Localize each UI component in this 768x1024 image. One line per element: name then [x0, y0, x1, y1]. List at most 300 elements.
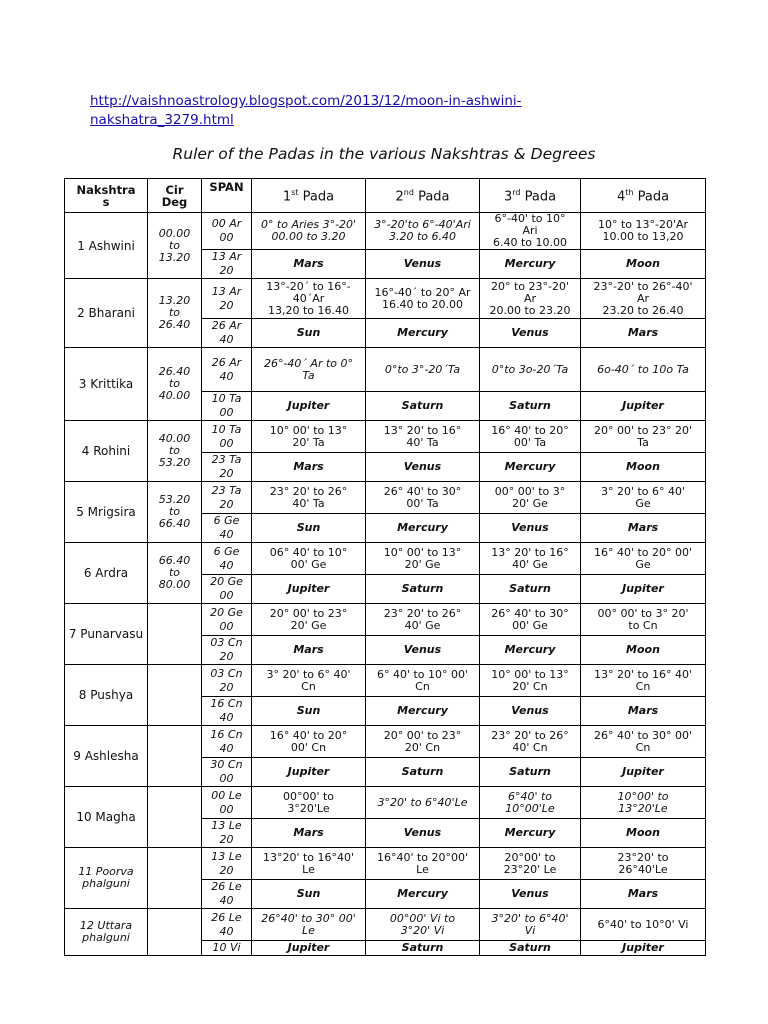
degree-line: 23° 20' to 26° [491, 728, 569, 742]
degree-line: 26°-40´ Ar to 0° [263, 356, 354, 370]
cir-line: to [168, 444, 181, 457]
pada-3-degrees [480, 848, 581, 880]
degree-line: 13°-20´ to 16°- [266, 279, 351, 293]
span-start-line: 40 [219, 924, 234, 938]
degree-line: 6°40' to 10°0' Vi [597, 917, 689, 931]
degree-line: 13° 20' to 16° [491, 545, 569, 559]
span-end-line: 13 Le [211, 819, 242, 832]
degree-line: 3°-20'to 6°-40'Ari [374, 218, 471, 231]
degree-line: 26°40'Le [618, 862, 668, 876]
degree-line: 20' Ta [292, 435, 325, 449]
pada-1-lord: Jupiter [252, 575, 366, 604]
span-end-line: 40 [219, 333, 234, 346]
pada-4-lord: Moon [581, 636, 706, 665]
span-start-line: 20 Ge [210, 605, 243, 619]
degree-line: 23°20' to [617, 850, 669, 864]
nakshatra-name: 4 Rohini [65, 421, 148, 482]
header-span: SPAN [202, 179, 252, 213]
pada-2-lord: Mercury [366, 697, 480, 726]
pada-3-lord: Venus [480, 514, 581, 543]
span-start [202, 604, 252, 636]
source-link-line2[interactable]: nakshatra_3279.html [90, 112, 234, 128]
table-row [65, 543, 706, 575]
degree-line: 13,20 to 16.40 [267, 303, 350, 317]
degree-line: 20' Cn [512, 679, 548, 693]
span-end-line: 40 [219, 894, 234, 907]
span-start-line: 20 [219, 863, 234, 877]
pada-3-degrees [480, 909, 581, 941]
pada-1-lord: Jupiter [252, 941, 366, 956]
degree-line: 6.40 to 10.00 [492, 236, 568, 249]
pada-4-degrees [581, 279, 706, 319]
pada-4-degrees [581, 665, 706, 697]
span-end [202, 319, 252, 348]
pada-3-degrees [480, 604, 581, 636]
circle-degree [148, 665, 202, 726]
page-title: Ruler of the Padas in the various Nakshtras & Degrees [172, 145, 596, 163]
degree-line: 16° 40' to 20° 00' [593, 545, 693, 559]
degree-line: 6° 40' to 10° 00' [376, 667, 469, 681]
span-start-line: 00 Ar [211, 217, 242, 230]
degree-line: 40' Ta [292, 496, 325, 510]
pada-2-lord: Mercury [366, 880, 480, 909]
header-row [65, 179, 706, 213]
span-end-line: 03 Cn [210, 636, 243, 649]
cir-line: 66.40 [158, 554, 191, 567]
pada-4-degrees [581, 543, 706, 575]
pada-1-degrees [252, 787, 366, 819]
pada-4-lord: Mars [581, 514, 706, 543]
span-start-line: 00 [219, 802, 234, 816]
degree-line: 10.00 to 13,20 [602, 230, 684, 243]
degree-line: 3° 20' to 6° 40' [266, 667, 351, 681]
span-start-line: 00 [219, 436, 234, 450]
pada-3-degrees [480, 482, 581, 514]
degree-line: 16.40 to 20.00 [381, 297, 464, 311]
span-end-line: 26 Le [211, 880, 242, 893]
pada1-word: Pada [302, 189, 335, 205]
span-start [202, 848, 252, 880]
pada-1-degrees [252, 848, 366, 880]
span-start-line: 13 Ar [211, 284, 242, 298]
span-start-line: 40 [219, 369, 234, 383]
pada-2-degrees [366, 665, 480, 697]
degree-line: 40' Cn [512, 740, 548, 754]
span-start-line: 20 [219, 298, 234, 312]
table-row [65, 909, 706, 941]
cir-line: 53.20 [158, 493, 191, 506]
pada-2-degrees [366, 421, 480, 453]
span-start-line: 13 Le [211, 849, 242, 863]
pada4-num: 4 [616, 189, 626, 205]
degree-line: 20° 00' to 23° 20' [593, 423, 693, 437]
degree-line: 00° 00' to 3° 20' [597, 606, 689, 620]
span-end-line: 00 [219, 589, 234, 602]
pada-3-lord: Mercury [480, 250, 581, 279]
span-end [202, 819, 252, 848]
pada-2-lord: Saturn [366, 575, 480, 604]
degree-line: 13° 20' to 16° [383, 423, 462, 437]
degree-line: 23°20' Le [503, 862, 557, 876]
pada-3-lord: Mercury [480, 636, 581, 665]
span-start-line: 20 [219, 680, 234, 694]
pada-4-degrees [581, 726, 706, 758]
table-row [65, 421, 706, 453]
pada-4-lord: Jupiter [581, 575, 706, 604]
pada-3-lord: Saturn [480, 575, 581, 604]
pada4-sup: th [625, 188, 634, 198]
span-end-line: 6 Ge [213, 514, 240, 527]
pada-3-lord: Saturn [480, 758, 581, 787]
degree-line: 00° 00' to 3° [494, 484, 566, 498]
degree-line: 40' Ta [406, 435, 439, 449]
pada4-word: Pada [637, 189, 670, 205]
degree-line: Vi [524, 923, 536, 937]
pada-2-lord: Venus [366, 636, 480, 665]
degree-line: Cn [635, 740, 651, 754]
degree-line: 6o-40´ to 10o Ta [597, 362, 689, 376]
pada-3-degrees [480, 787, 581, 819]
pada-1-degrees [252, 213, 366, 250]
degree-line: 13°20'Le [618, 801, 668, 815]
circle-degree [148, 543, 202, 604]
header-deg: Deg [161, 194, 188, 209]
pada-1-lord: Mars [252, 250, 366, 279]
pada2-sup: nd [403, 188, 414, 198]
pada-3-degrees [480, 421, 581, 453]
pada-1-degrees [252, 726, 366, 758]
degree-line: Le [302, 923, 315, 937]
degree-line: 16°40' to 20°00' [376, 850, 469, 864]
nakshatra-name: 6 Ardra [65, 543, 148, 604]
pada-1-lord: Sun [252, 697, 366, 726]
degree-line: 3°20' to 6°40'Le [377, 795, 468, 809]
pada-3-lord: Saturn [480, 941, 581, 956]
span-start [202, 726, 252, 758]
cir-line: to [168, 505, 181, 518]
span-end-line: 00 [219, 772, 234, 785]
span-start-line: 26 Ar [211, 355, 242, 369]
pada-2-lord: Saturn [366, 392, 480, 421]
pada-4-degrees [581, 348, 706, 392]
pada3-word: Pada [524, 189, 557, 205]
pada-2-degrees [366, 909, 480, 941]
pada-2-degrees [366, 543, 480, 575]
span-start [202, 543, 252, 575]
cir-line: to [168, 306, 181, 319]
pada-1-lord: Mars [252, 636, 366, 665]
degree-line: 0°to 3°-20´Ta [384, 362, 461, 376]
cir-line: 40.00 [158, 389, 191, 402]
degree-line: 16° 40' to 20° [269, 728, 348, 742]
pada-2-degrees [366, 348, 480, 392]
degree-line: Ari [522, 224, 538, 237]
pada-4-lord: Jupiter [581, 392, 706, 421]
degree-line: 26° 40' to 30° [491, 606, 569, 620]
span-start-line: 40 [219, 558, 234, 572]
table-body [65, 213, 706, 956]
circle-degree [148, 213, 202, 279]
degree-line: 0° to Aries 3°-20' [260, 218, 357, 231]
cir-line: 40.00 [158, 432, 191, 445]
pada-4-lord: Moon [581, 819, 706, 848]
degree-line: 10° 00' to 13° [491, 667, 569, 681]
cir-line: 13.20 [158, 250, 191, 264]
pada3-num: 3 [503, 189, 513, 205]
degree-line: 20° to 23°-20' [490, 279, 570, 293]
table-row [65, 213, 706, 250]
span-start-line: 6 Ge [213, 544, 240, 558]
pada-3-lord: Venus [480, 880, 581, 909]
degree-line: Cn [415, 679, 430, 693]
span-start [202, 909, 252, 941]
header-pada-1 [252, 179, 366, 213]
cir-line: 80.00 [158, 578, 191, 591]
span-end [202, 392, 252, 421]
circle-degree [148, 421, 202, 482]
degree-line: 3.20 to 6.40 [388, 230, 457, 243]
pada2-num: 2 [395, 189, 404, 205]
pada-4-degrees [581, 909, 706, 941]
cir-line: 53.20 [158, 456, 191, 469]
span-start [202, 348, 252, 392]
degree-line: 23°-20' to 26°-40' [593, 279, 693, 293]
degree-line: 20' Cn [404, 740, 441, 754]
degree-line: 06° 40' to 10° [269, 545, 348, 559]
cir-line: to [168, 566, 181, 579]
degree-line: Ta [302, 368, 315, 382]
span-end-line: 16 Cn [210, 697, 243, 710]
span-end-line: 20 [219, 833, 234, 846]
pada-1-degrees [252, 543, 366, 575]
degree-line: Le [302, 862, 315, 876]
degree-line: 3° 20' to 6° 40' [600, 484, 686, 498]
header-cir: Cir [165, 182, 184, 197]
pada-3-degrees [480, 279, 581, 319]
pada-1-lord: Jupiter [252, 758, 366, 787]
span-start-line: 00 [219, 619, 234, 633]
span-end-line: 20 [219, 650, 234, 663]
pada-4-lord: Jupiter [581, 941, 706, 956]
degree-line: 40' Ge [512, 557, 548, 571]
degree-line: 10° to 13°-20'Ar [597, 218, 689, 231]
span-start [202, 482, 252, 514]
span-start-line: 03 Cn [210, 666, 243, 680]
span-start-line: 00 Le [211, 788, 242, 802]
pada-3-lord: Venus [480, 697, 581, 726]
table-row [65, 848, 706, 880]
degree-line: 23° 20' to 26° [383, 606, 462, 620]
pada-2-degrees [366, 604, 480, 636]
pada-1-degrees [252, 348, 366, 392]
pada-3-degrees [480, 726, 581, 758]
degree-line: 6°-40' to 10° [494, 212, 566, 225]
pada-3-lord: Saturn [480, 392, 581, 421]
nakshatra-name: 7 Punarvasu [65, 604, 148, 665]
pada-2-lord: Venus [366, 250, 480, 279]
circle-degree [148, 482, 202, 543]
span-end [202, 250, 252, 279]
degree-line: 20° 00' to 23° [383, 728, 462, 742]
span-end [202, 575, 252, 604]
cir-line: 26.40 [158, 318, 191, 331]
header-cir-deg [148, 179, 202, 213]
span-end-line: 20 [219, 264, 234, 277]
span-start-line: 00 [219, 231, 234, 244]
degree-line: 20.00 to 23.20 [489, 303, 571, 317]
pada-1-degrees [252, 909, 366, 941]
nakshatra-name: 2 Bharani [65, 279, 148, 348]
degree-line: 40´Ar [292, 291, 325, 305]
pada-4-degrees [581, 848, 706, 880]
source-link[interactable] [90, 92, 570, 130]
pada-3-degrees [480, 665, 581, 697]
header-pada-3 [480, 179, 581, 213]
table-row [65, 665, 706, 697]
pada-2-lord: Saturn [366, 941, 480, 956]
pada-1-degrees [252, 665, 366, 697]
span-end [202, 514, 252, 543]
span-start [202, 213, 252, 250]
pada-2-degrees [366, 848, 480, 880]
span-start [202, 665, 252, 697]
cir-line: 26.40 [158, 365, 191, 378]
circle-degree [148, 787, 202, 848]
span-end [202, 636, 252, 665]
pada-1-lord: Mars [252, 453, 366, 482]
degree-line: Ar [523, 291, 537, 305]
span-start-line: 10 Ta [211, 422, 242, 436]
degree-line: 40' Ge [404, 618, 441, 632]
nakshatra-name: 9 Ashlesha [65, 726, 148, 787]
nakshatra-name: 3 Krittika [65, 348, 148, 421]
span-end-line: 10 Vi [212, 941, 241, 954]
header-nakshatra-line1: Nakshtra [76, 182, 136, 197]
pada-2-lord: Venus [366, 453, 480, 482]
nakshatra-name: 12 Uttara phalguni [65, 909, 148, 956]
degree-line: 00°00' Vi to [389, 911, 456, 925]
degree-line: 13° 20' to 16° 40' [593, 667, 693, 681]
span-end [202, 880, 252, 909]
degree-line: 23.20 to 26.40 [602, 303, 684, 317]
span-start-line: 26 Le [211, 910, 242, 924]
circle-degree [148, 279, 202, 348]
degree-line: 20' Ge [512, 496, 548, 510]
span-end-line: 20 [219, 467, 234, 480]
pada-4-lord: Moon [581, 453, 706, 482]
degree-line: to Cn [628, 618, 658, 632]
circle-degree [148, 604, 202, 665]
pada-2-degrees [366, 213, 480, 250]
nakshatra-name: 8 Pushya [65, 665, 148, 726]
cir-line: 66.40 [158, 517, 191, 530]
span-start-line: 16 Cn [210, 727, 243, 741]
pada-4-degrees [581, 604, 706, 636]
pada-1-lord: Sun [252, 319, 366, 348]
degree-line: 26°40' to 30° 00' [261, 911, 356, 925]
degree-line: 00°00' to [282, 789, 335, 803]
degree-line: 10°00'Le [505, 801, 555, 815]
pada-1-degrees [252, 421, 366, 453]
span-end [202, 697, 252, 726]
pada-4-lord: Jupiter [581, 758, 706, 787]
span-start-line: 20 [219, 497, 234, 511]
pada-2-degrees [366, 482, 480, 514]
pada-3-lord: Mercury [480, 453, 581, 482]
degree-line: 23° 20' to 26° [269, 484, 348, 498]
table-row [65, 787, 706, 819]
pada-3-lord: Venus [480, 319, 581, 348]
header-nakshatra-line2: s [102, 194, 110, 209]
degree-line: 00.00 to 3.20 [271, 230, 346, 243]
header-nakshatra [65, 179, 148, 213]
degree-line: Cn [635, 679, 651, 693]
span-end-line: 00 [219, 406, 234, 419]
pada-4-lord: Moon [581, 250, 706, 279]
pada-2-degrees [366, 279, 480, 319]
degree-line: 10° 00' to 13° [383, 545, 462, 559]
span-start [202, 787, 252, 819]
source-link-line1[interactable]: http://vaishnoastrology.blogspot.com/2013/12/moon-in-ashwini- [90, 93, 522, 109]
span-start [202, 421, 252, 453]
pada-4-degrees [581, 213, 706, 250]
padas-table [64, 178, 706, 956]
degree-line: 20°00' to [504, 850, 556, 864]
pada-4-lord: Mars [581, 880, 706, 909]
circle-degree [148, 348, 202, 421]
span-end [202, 453, 252, 482]
table-row [65, 726, 706, 758]
pada-1-lord: Sun [252, 880, 366, 909]
pada-3-lord: Mercury [480, 819, 581, 848]
degree-line: 16°-40´ to 20° Ar [374, 285, 471, 299]
pada1-num: 1 [282, 189, 292, 205]
pada-4-degrees [581, 787, 706, 819]
pada-2-degrees [366, 726, 480, 758]
span-end [202, 758, 252, 787]
span-start [202, 279, 252, 319]
degree-line: Ta [637, 435, 649, 449]
degree-line: Ge [635, 496, 651, 510]
degree-line: 20° 00' to 23° [269, 606, 348, 620]
pada-1-degrees [252, 279, 366, 319]
circle-degree [148, 848, 202, 909]
table-row [65, 482, 706, 514]
degree-line: 3°20' to 6°40' [491, 911, 569, 925]
degree-line: 00' Ta [513, 435, 547, 449]
span-start-line: 23 Ta [211, 483, 242, 497]
pada-2-degrees [366, 787, 480, 819]
pada-1-degrees [252, 604, 366, 636]
pada-2-lord: Venus [366, 819, 480, 848]
pada1-sup: st [291, 188, 299, 198]
degree-line: 10°00' to [617, 789, 669, 803]
degree-line: Ar [636, 291, 650, 305]
degree-line: 3°20' Vi [400, 923, 445, 937]
cir-line: 13.20 [158, 294, 191, 307]
degree-line: 00' Ge [512, 618, 548, 632]
degree-line: 00' Ge [290, 557, 327, 571]
pada-1-lord: Sun [252, 514, 366, 543]
cir-line: to [168, 377, 181, 390]
degree-line: 6°40' to [507, 789, 553, 803]
pada-2-lord: Mercury [366, 319, 480, 348]
degree-line: 20' Ge [404, 557, 441, 571]
nakshatra-name: 10 Magha [65, 787, 148, 848]
pada-2-lord: Saturn [366, 758, 480, 787]
table-row [65, 348, 706, 392]
circle-degree [148, 909, 202, 956]
